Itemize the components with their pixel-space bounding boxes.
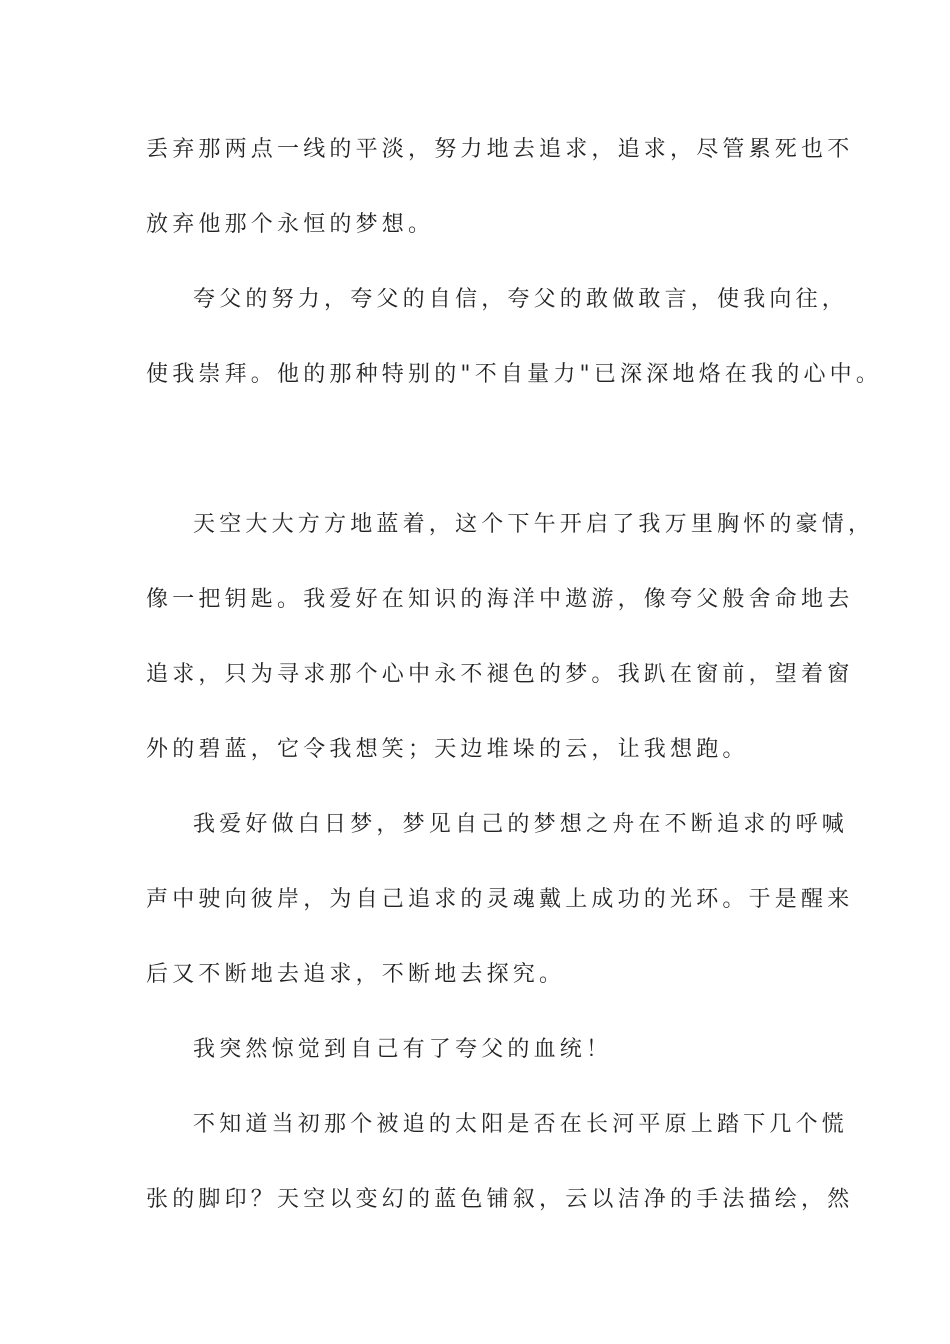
- text-line: 声中驶向彼岸，为自己追求的灵魂戴上成功的光环。于是醒来: [146, 887, 854, 912]
- text-line: 像一把钥匙。我爱好在知识的海洋中遨游，像夸父般舍命地去: [146, 587, 854, 612]
- text-line: 追求，只为寻求那个心中永不褪色的梦。我趴在窗前，望着窗: [146, 662, 854, 687]
- paragraph-start-line: 夸父的努力，夸父的自信，夸父的敢做敢言，使我向往，: [193, 287, 849, 312]
- text-line: 使我崇拜。他的那种特别的"不自量力"已深深地烙在我的心中。: [146, 362, 883, 387]
- paragraph-start-line: 不知道当初那个被追的太阳是否在长河平原上踏下几个慌: [193, 1112, 849, 1137]
- text-line: 张的脚印？天空以变幻的蓝色铺叙，云以洁净的手法描绘，然: [146, 1187, 854, 1212]
- text-line: 后又不断地去追求，不断地去探究。: [146, 962, 566, 987]
- paragraph-start-line: 天空大大方方地蓝着，这个下午开启了我万里胸怀的豪情，: [193, 512, 875, 537]
- text-line: 外的碧蓝，它令我想笑；天边堆垛的云，让我想跑。: [146, 737, 749, 762]
- text-line: 放弃他那个永恒的梦想。: [146, 212, 435, 237]
- paragraph-start-line: 我爱好做白日梦，梦见自己的梦想之舟在不断追求的呼喊: [193, 812, 849, 837]
- paragraph-start-line: 我突然惊觉到自己有了夸父的血统！: [193, 1037, 613, 1062]
- text-line: 丢弃那两点一线的平淡，努力地去追求，追求，尽管累死也不: [146, 137, 854, 162]
